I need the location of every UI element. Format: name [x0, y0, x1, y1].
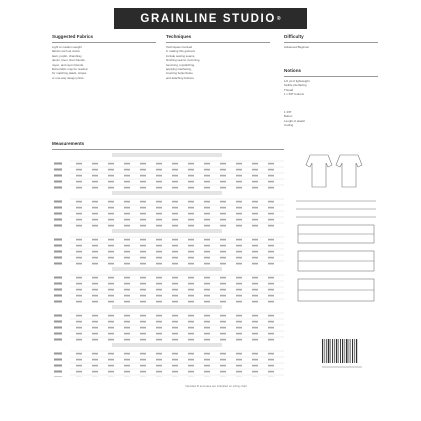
technique-line: include sewing seams,	[166, 53, 196, 58]
techniques-heading: Techniques	[166, 34, 192, 39]
divider	[284, 42, 378, 43]
divider	[52, 42, 156, 43]
fabric-line: or one-way design prints.	[52, 75, 85, 80]
fabric-line: rayon, and rayon blends.	[52, 62, 84, 67]
divider	[52, 149, 284, 150]
technique-line: inserting buttonholes	[166, 71, 193, 76]
pattern-info-sheet	[52, 30, 379, 388]
size-table	[54, 267, 284, 303]
difficulty-line: Advanced Beginner	[284, 45, 310, 49]
divider	[166, 42, 270, 43]
fabric-line: Extra fabric may be needed	[52, 67, 88, 72]
notion-line: Thread	[284, 87, 294, 92]
technique-line: applying interfacing,	[166, 67, 192, 72]
size-table	[54, 153, 284, 189]
fabric-line: denim, linen, linen blends,	[52, 58, 86, 63]
fabric-line: lawn, poplin, chambray,	[52, 53, 83, 58]
technique-line: Techniques involved	[166, 45, 193, 49]
suggested-fabrics-text	[52, 45, 156, 80]
technique-line: hemming, topstitching,	[166, 62, 195, 67]
size-table	[54, 229, 284, 265]
notion-line: 1/2 yd of lightweight	[284, 79, 310, 83]
notion-line: 1 x 5/8" buttons	[284, 92, 304, 97]
technique-line: and attaching buttons.	[166, 75, 195, 80]
size-table	[54, 343, 284, 377]
measurements-heading: Measurements	[52, 141, 85, 146]
buttons-elastic-text	[284, 110, 378, 128]
techniques-text	[166, 45, 270, 80]
suggested-fabrics-heading: Suggested Fabrics	[52, 34, 94, 39]
notions-heading: Notions	[284, 68, 302, 73]
fabric-line: fabrics such as cotton	[52, 49, 80, 54]
garment-diagrams	[292, 151, 380, 377]
fit-note: Intended fit and ease are indicated on sizing chart	[185, 384, 247, 388]
difficulty-text	[284, 45, 378, 49]
registered-mark: ®	[276, 15, 281, 22]
brand-name: GRAINLINE STUDIO	[140, 12, 276, 25]
notion-extra-line: Coding	[284, 123, 294, 128]
notion-extra-line: Length of elastic	[284, 118, 306, 123]
notion-extra-line: Button	[284, 114, 293, 119]
difficulty-heading: Difficulty	[284, 34, 304, 39]
size-table	[54, 191, 284, 227]
size-table	[54, 305, 284, 341]
measurements-charts	[52, 151, 288, 377]
divider	[284, 76, 378, 77]
brand-banner	[114, 8, 307, 29]
technique-line: finishing seams, hemming,	[166, 58, 201, 63]
fabric-line: Light to medium weight	[52, 45, 82, 49]
notions-text	[284, 79, 378, 97]
fabric-line: for matching plaids, stripes	[52, 71, 87, 76]
technique-line: in making this garment	[166, 49, 196, 54]
notion-line: fusible interfacing	[284, 83, 307, 88]
barcode	[322, 339, 357, 363]
notion-extra-line: 1 3/8"	[284, 110, 292, 114]
